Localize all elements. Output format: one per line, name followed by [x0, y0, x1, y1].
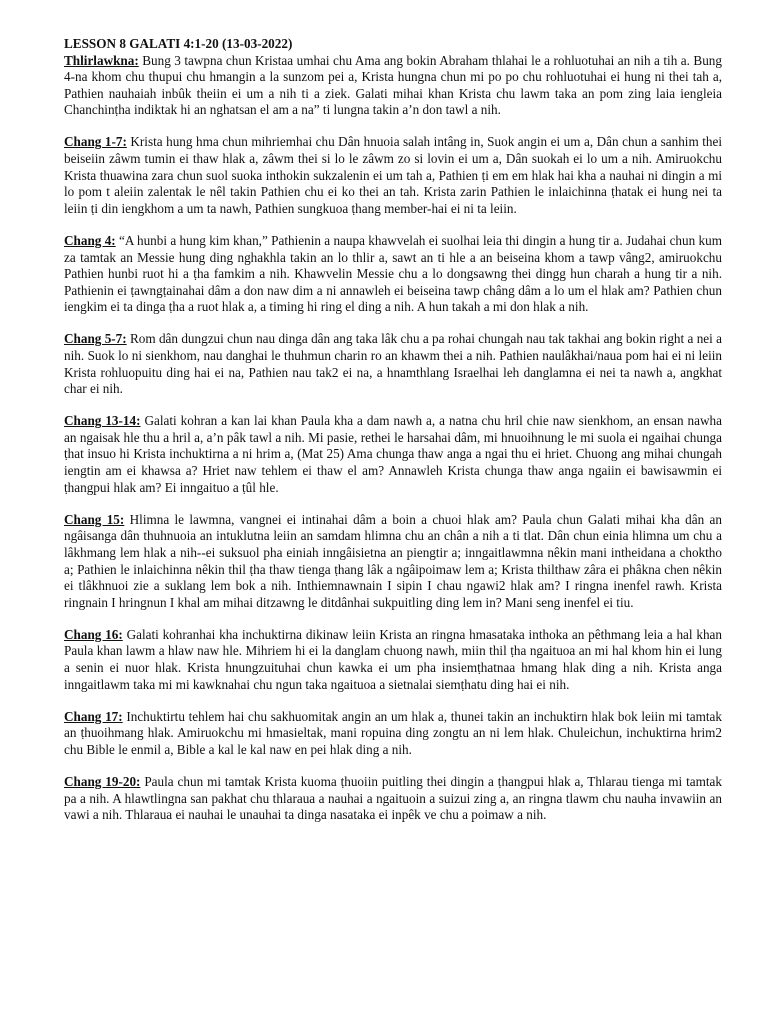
lesson-paragraph	[64, 331, 722, 397]
paragraph-heading: Chang 4:	[64, 232, 116, 248]
paragraph-heading: Thlirlawkna:	[64, 52, 139, 68]
paragraph-heading: Chang 19-20:	[64, 773, 141, 789]
paragraph-text: Bung 3 tawpna chun Kristaa umhai chu Ama ang bokin Abraham thlahai le a rohluotuhai an nih a tih a. Bung 4-na khom chu thupui chu hmangin a la sunzom pei a, Krista hungna chun mi po po chu rohluotuhai ei hung ni thei tah a, Pathien nauhaiah inbûk theiin ei um a nih ti a ziek. Galati mihai khan Krista chu lawm taka an pom zing laia iengleia Chanchinṭha indiktak hi an nghatsan el am a na” ti lungna takin a’n don tawl a nih.	[64, 52, 722, 118]
paragraph-heading: Chang 15:	[64, 511, 125, 527]
paragraph-heading: Chang 13-14:	[64, 413, 141, 429]
paragraph-text: Inchuktirtu tehlem hai chu sakhuomitak angin an um hlak a, thunei takin an inchuktirn hlak bok leiin mi tamtak an ṭhuoihmang hlak. Amiruokchu mi hmasieltak, mani ropuina ding zongtu an ni lem hlak. Chuleichun, inchuktirna hrim2 chu Bible le enmil a, Bible a kal le kal naw en pei hlak ding a nih.	[64, 708, 722, 757]
paragraph-heading: Chang 16:	[64, 626, 123, 642]
lesson-paragraph	[64, 134, 722, 217]
lesson-body	[64, 53, 722, 824]
paragraph-text: “A hunbi a hung kim khan,” Pathienin a naupa khawvelah ei suolhai leia thi dingin a hung tir a. Judahai chun kum za tamtak an Messie hung ding nghakhla takin an lo thlir a, sawt an ti hle a an beiseina khom a tawp vâng2, amiruokchu Pathien hunbi ruot hi a ṭha famkim a nih. Khawvelin Messie chu a lo dongsawng thei dingg hun charah a hung tir a nih. Pathienin ei ṭawngṭainahai dâm a don naw dim a ni annawleh ei beiseina tawp châng dâm a lo um el hlak am? Pathien chun iengkim ei ta dinga ṭha a ruot hlak a, a timing hi ring el ding a nih. A hun takah a mi don hlak a nih.	[64, 232, 722, 315]
lesson-paragraph	[64, 413, 722, 496]
lesson-paragraph	[64, 627, 722, 693]
paragraph-heading: Chang 1-7:	[64, 134, 127, 150]
paragraph-text: Rom dân dungzui chun nau dinga dân ang taka lâk chu a pa rohai chungah nau tak takhai ang bokin right a nei a nih. Suok lo ni sienkhom, nau danghai le thuhmun charin ro an khawm thei a nih. Pathien naulâkhai/naua pom hai ei ni leiin Krista rohluopuitu ding hai ei na, Pathien nau tak2 ei na, a hnamthlang Israelhai leh danglamna ei nei ta nawh a, angkhat char ei nih.	[64, 331, 722, 397]
lesson-title: LESSON 8 GALATI 4:1-20 (13-03-2022)	[64, 36, 293, 51]
lesson-paragraph	[64, 53, 722, 119]
document-page	[64, 36, 722, 839]
lesson-paragraph	[64, 233, 722, 316]
paragraph-heading: Chang 5-7:	[64, 331, 127, 347]
paragraph-text: Paula chun mi tamtak Krista kuoma ṭhuoiin puitling thei dingin a ṭhangpui hlak a, Thlarau tienga mi tamtak pa a nih. A hlawtlingna san pakhat chu thlaraua a nauhai a ngaituoin a suizui zing a, an ringna tlawm chu nauha invawiin an vawi a nih. Thlaraua ei nauhai le unauhai ta dinga nasataka ei inpêk ve chu a poimaw a nih.	[64, 773, 722, 823]
paragraph-text: Krista hung hma chun mihriemhai chu Dân hnuoia salah intâng in, Suok angin ei um a, Dân chun a sanhim thei beiseiin zâwm tumin ei thaw hlak a, zâwm thei si lo le zâwm zo si lovin ei um a, Dân suokah ei lo um a nih. Amiruokchu Krista thuawina zara chun suol suoka inthokin sukzalenin ei um tah a, Pathien ṭi em em hlak hai kha a nauhai ni dingin a mi lo pom t aleiin zalentak le nêl takin Pathien chu ei ko thei an tah. Krista zarin Pathien le inlaichinna ṭhatak ei hung nei ta leiin ṭi din iengkhom a um ta nawh, Pathien sungkuoa ṭhang member-hai ei ni ta leiin.	[64, 134, 722, 216]
paragraph-heading: Chang 17:	[64, 708, 123, 724]
paragraph-text: Galati kohran a kan lai khan Paula kha a dam nawh a, a natna chu hril chie naw sienkhom, an ensan nawha an ngaisak hle thu a hril a, a’n pâk tawl a nih. Mi pasie, rethei le harsahai dâm, mi hnuoihnung le mi suola ei ngaihai chunga ṭhat insuo hi Krista inchuktirna a ni hrim a, (Mat 25) Ama chunga thaw anga a ngai thu ei hriet. Chuong ang mihai chungah iengtin am ei khawsa a? Hriet naw tehlem ei thaw el am? Annawleh Krista chunga thaw anga ngaiin ei bawisawmin ei ṭhangpui hlak am? Ei inngaituo a ṭûl hle.	[64, 413, 722, 495]
paragraph-text: Galati kohranhai kha inchuktirna dikinaw leiin Krista an ringna hmasataka inthoka an pêthmang leia a hal khan Paula khan lawm a hlaw naw hle. Mihriem hi ei la danglam chuong nawh, miin thil ṭha ngaituoa an mi hal khom hin ei lung a senin ei nuor hlak. Krista hnungzuituhai chun kawka ei um pha insiemṭhatnaa hmang hlak ding a nih. Krista anga inngaitlawm taka mi mi kawknahai chu ngun taka ngaituoa a sietnalai siemṭhatu ding hai ei nih.	[64, 626, 722, 692]
paragraph-text: Hlimna le lawmna, vangnei ei intinahai dâm a boin a chuoi hlak am? Paula chun Galati mihai kha dân an ngâisanga dân thuhnuoia an intuklutna leiin an samdam hlimna chu an chân a nih a ti tlat. Dân chun einia hlimna um chu a lâkhmang lem hlak a nih--ei suksuol pha einiah inngâisietna an piengtir a; inngaitlawmna nêkin mani intheidana a choktho a; Pathien le inlaichinna nêkin thil ṭha thaw tienga ṭhang lâk a ngâipoimaw lem a; Krista thilthaw zâra ei phâkna chen nêkin ei tlâkhnuoi zie a suklang lem bok a nih. Inthiemnawnain I sipin I chau ngawi2 hlak am? I ringna inenfel rawh. Krista ringnain I hringnun I khal am mihai ditzawng le ditdânhai sukpuitling ding lem in? Mani seng inenfel ei tiu.	[64, 511, 722, 610]
lesson-paragraph	[64, 512, 722, 612]
lesson-paragraph	[64, 709, 722, 759]
lesson-paragraph	[64, 774, 722, 824]
